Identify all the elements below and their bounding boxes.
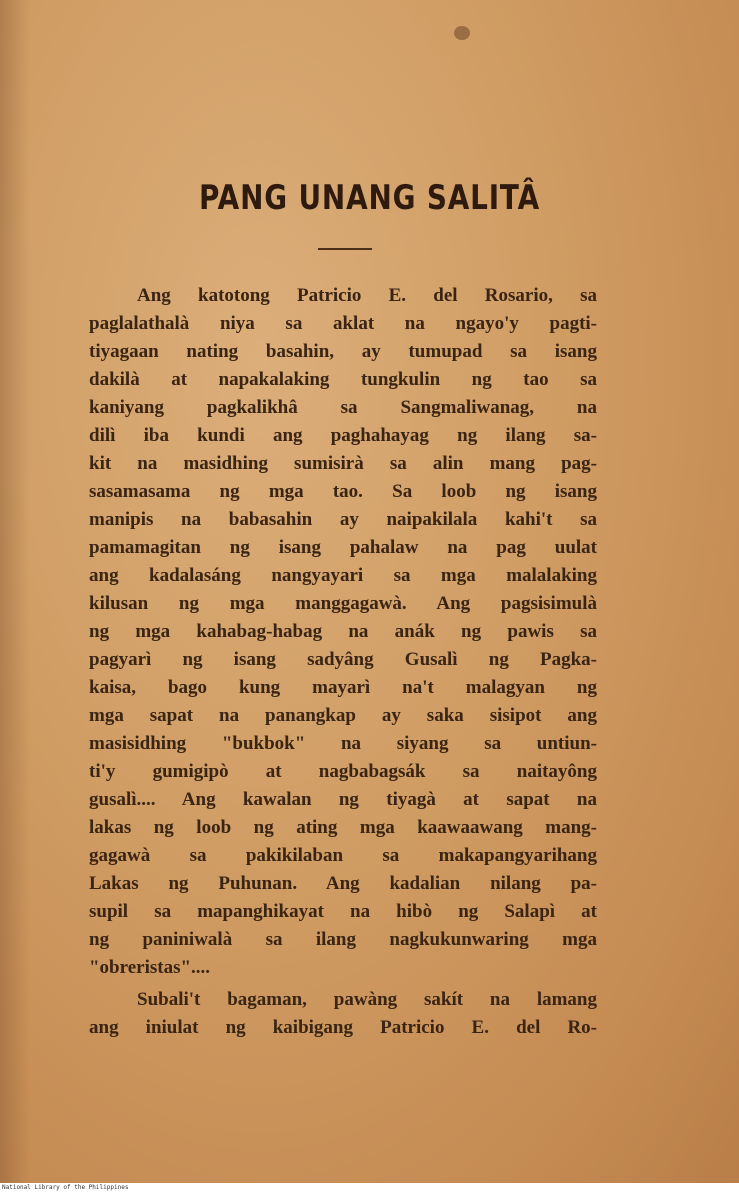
text-line: tiyagaan nating basahin, ay tumupad sa isang	[89, 341, 597, 362]
text-line: manipis na babasahin ay naipakilala kahi't sa	[89, 509, 597, 530]
body-text	[89, 282, 597, 1042]
text-line: ang iniulat ng kaibigang Patricio E. del Ro-	[89, 1017, 597, 1038]
text-line: kaniyang pagkalikhâ sa Sangmaliwanag, na	[89, 397, 597, 418]
title-divider	[318, 248, 372, 250]
page-edge-shadow	[0, 0, 30, 1183]
paper-stain	[454, 26, 470, 40]
text-line: Ang katotong Patricio E. del Rosario, sa	[137, 285, 597, 306]
text-line: ti'y gumigipò at nagbabagsák sa naitayông	[89, 761, 597, 782]
text-line: ng mga kahabag-habag na anák ng pawis sa	[89, 621, 597, 642]
text-line: dakilà at napakalaking tungkulin ng tao sa	[89, 369, 597, 390]
text-line: ng paniniwalà sa ilang nagkukunwaring mga	[89, 929, 597, 950]
text-line: mga sapat na panangkap ay saka sisipot ang	[89, 705, 597, 726]
text-line: gagawà sa pakikilaban sa makapangyarihang	[89, 845, 597, 866]
text-line: Subali't bagaman, pawàng sakít na lamang	[137, 989, 597, 1010]
text-line: "obreristas"....	[89, 957, 211, 978]
text-line: kilusan ng mga manggagawà. Ang pagsisimulà	[89, 593, 597, 614]
text-line: paglalathalà niya sa aklat na ngayo'y pagti-	[89, 313, 597, 334]
text-line: lakas ng loob ng ating mga kaawaawang mang-	[89, 817, 597, 838]
text-line: pamamagitan ng isang pahalaw na pag uulat	[89, 537, 597, 558]
text-line: Lakas ng Puhunan. Ang kadalian nilang pa-	[89, 873, 597, 894]
page-title: PANG UNANG SALITÂ	[198, 178, 541, 218]
text-line: ang kadalasáng nangyayari sa mga malalaking	[89, 565, 597, 586]
library-footer: National Library of the Philippines	[0, 1183, 739, 1193]
text-line: masisidhing "bukbok" na siyang sa untiun-	[89, 733, 597, 754]
text-line: supil sa mapanghikayat na hibò ng Salapì at	[89, 901, 597, 922]
text-line: pagyarì ng isang sadyâng Gusalì ng Pagka-	[89, 649, 597, 670]
text-line: gusalì.... Ang kawalan ng tiyagà at sapat na	[89, 789, 597, 810]
text-line: sasamasama ng mga tao. Sa loob ng isang	[89, 481, 597, 502]
text-line: kaisa, bago kung mayarì na't malagyan ng	[89, 677, 597, 698]
text-line: kit na masidhing sumisirà sa alin mang pag-	[89, 453, 597, 474]
text-line: dilì iba kundi ang paghahayag ng ilang sa-	[89, 425, 597, 446]
